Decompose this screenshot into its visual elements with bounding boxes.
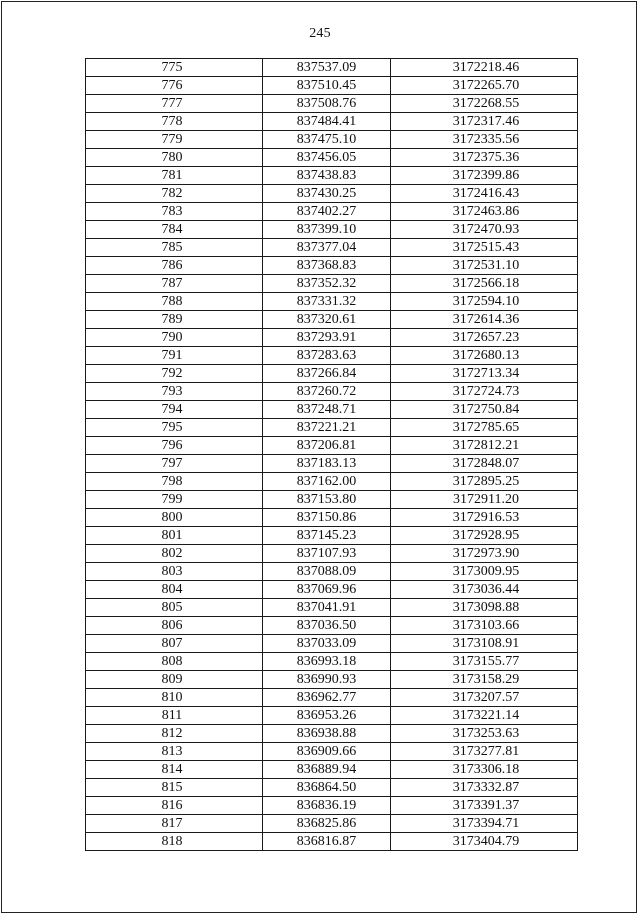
- point-number-cell: 800: [86, 509, 263, 527]
- x-coordinate-cell: 836825.86: [263, 815, 391, 833]
- x-coordinate-cell: 836864.50: [263, 779, 391, 797]
- x-coordinate-cell: 837036.50: [263, 617, 391, 635]
- point-number-cell: 779: [86, 131, 263, 149]
- y-coordinate-cell: 3173009.95: [391, 563, 578, 581]
- table-row: [86, 473, 578, 491]
- x-coordinate-cell: 837088.09: [263, 563, 391, 581]
- table-row: [86, 257, 578, 275]
- table-row: [86, 761, 578, 779]
- y-coordinate-cell: 3173098.88: [391, 599, 578, 617]
- x-coordinate-cell: 837153.80: [263, 491, 391, 509]
- x-coordinate-cell: 837206.81: [263, 437, 391, 455]
- point-number-cell: 818: [86, 833, 263, 851]
- table-row: [86, 275, 578, 293]
- point-number-cell: 785: [86, 239, 263, 257]
- point-number-cell: 809: [86, 671, 263, 689]
- x-coordinate-cell: 837456.05: [263, 149, 391, 167]
- point-number-cell: 788: [86, 293, 263, 311]
- point-number-cell: 804: [86, 581, 263, 599]
- table-row: [86, 293, 578, 311]
- y-coordinate-cell: 3173332.87: [391, 779, 578, 797]
- table-row: [86, 671, 578, 689]
- x-coordinate-cell: 837430.25: [263, 185, 391, 203]
- x-coordinate-cell: 837283.63: [263, 347, 391, 365]
- x-coordinate-cell: 837041.91: [263, 599, 391, 617]
- x-coordinate-cell: 837069.96: [263, 581, 391, 599]
- x-coordinate-cell: 836836.19: [263, 797, 391, 815]
- x-coordinate-cell: 837368.83: [263, 257, 391, 275]
- coordinates-table-body: [86, 59, 578, 851]
- table-row: [86, 167, 578, 185]
- point-number-cell: 778: [86, 113, 263, 131]
- point-number-cell: 808: [86, 653, 263, 671]
- y-coordinate-cell: 3173306.18: [391, 761, 578, 779]
- y-coordinate-cell: 3172657.23: [391, 329, 578, 347]
- point-number-cell: 783: [86, 203, 263, 221]
- table-row: [86, 221, 578, 239]
- y-coordinate-cell: 3173207.57: [391, 689, 578, 707]
- x-coordinate-cell: 837352.32: [263, 275, 391, 293]
- y-coordinate-cell: 3172416.43: [391, 185, 578, 203]
- y-coordinate-cell: 3172317.46: [391, 113, 578, 131]
- table-row: [86, 131, 578, 149]
- table-row: [86, 437, 578, 455]
- table-row: [86, 455, 578, 473]
- y-coordinate-cell: 3173277.81: [391, 743, 578, 761]
- x-coordinate-cell: 836962.77: [263, 689, 391, 707]
- coordinates-table: [85, 58, 578, 851]
- y-coordinate-cell: 3172973.90: [391, 545, 578, 563]
- point-number-cell: 797: [86, 455, 263, 473]
- table-row: [86, 581, 578, 599]
- point-number-cell: 781: [86, 167, 263, 185]
- x-coordinate-cell: 837266.84: [263, 365, 391, 383]
- y-coordinate-cell: 3172399.86: [391, 167, 578, 185]
- table-row: [86, 149, 578, 167]
- point-number-cell: 782: [86, 185, 263, 203]
- point-number-cell: 792: [86, 365, 263, 383]
- y-coordinate-cell: 3172812.21: [391, 437, 578, 455]
- table-row: [86, 833, 578, 851]
- x-coordinate-cell: 837537.09: [263, 59, 391, 77]
- y-coordinate-cell: 3173108.91: [391, 635, 578, 653]
- point-number-cell: 817: [86, 815, 263, 833]
- table-row: [86, 239, 578, 257]
- y-coordinate-cell: 3172750.84: [391, 401, 578, 419]
- point-number-cell: 784: [86, 221, 263, 239]
- y-coordinate-cell: 3172218.46: [391, 59, 578, 77]
- y-coordinate-cell: 3173391.37: [391, 797, 578, 815]
- y-coordinate-cell: 3173404.79: [391, 833, 578, 851]
- point-number-cell: 777: [86, 95, 263, 113]
- x-coordinate-cell: 836993.18: [263, 653, 391, 671]
- point-number-cell: 795: [86, 419, 263, 437]
- point-number-cell: 801: [86, 527, 263, 545]
- point-number-cell: 807: [86, 635, 263, 653]
- point-number-cell: 806: [86, 617, 263, 635]
- table-row: [86, 599, 578, 617]
- x-coordinate-cell: 837145.23: [263, 527, 391, 545]
- x-coordinate-cell: 837150.86: [263, 509, 391, 527]
- y-coordinate-cell: 3172566.18: [391, 275, 578, 293]
- table-row: [86, 383, 578, 401]
- y-coordinate-cell: 3172911.20: [391, 491, 578, 509]
- point-number-cell: 796: [86, 437, 263, 455]
- x-coordinate-cell: 837293.91: [263, 329, 391, 347]
- x-coordinate-cell: 837508.76: [263, 95, 391, 113]
- x-coordinate-cell: 836909.66: [263, 743, 391, 761]
- table-row: [86, 329, 578, 347]
- x-coordinate-cell: 837484.41: [263, 113, 391, 131]
- point-number-cell: 787: [86, 275, 263, 293]
- y-coordinate-cell: 3172928.95: [391, 527, 578, 545]
- point-number-cell: 799: [86, 491, 263, 509]
- table-row: [86, 653, 578, 671]
- point-number-cell: 794: [86, 401, 263, 419]
- x-coordinate-cell: 837438.83: [263, 167, 391, 185]
- point-number-cell: 803: [86, 563, 263, 581]
- y-coordinate-cell: 3173158.29: [391, 671, 578, 689]
- y-coordinate-cell: 3172531.10: [391, 257, 578, 275]
- table-row: [86, 707, 578, 725]
- y-coordinate-cell: 3172724.73: [391, 383, 578, 401]
- table-row: [86, 347, 578, 365]
- y-coordinate-cell: 3173155.77: [391, 653, 578, 671]
- point-number-cell: 802: [86, 545, 263, 563]
- table-row: [86, 419, 578, 437]
- y-coordinate-cell: 3172268.55: [391, 95, 578, 113]
- table-row: [86, 365, 578, 383]
- point-number-cell: 789: [86, 311, 263, 329]
- x-coordinate-cell: 837107.93: [263, 545, 391, 563]
- y-coordinate-cell: 3172335.56: [391, 131, 578, 149]
- x-coordinate-cell: 836953.26: [263, 707, 391, 725]
- y-coordinate-cell: 3172265.70: [391, 77, 578, 95]
- x-coordinate-cell: 837320.61: [263, 311, 391, 329]
- point-number-cell: 815: [86, 779, 263, 797]
- x-coordinate-cell: 836889.94: [263, 761, 391, 779]
- table-row: [86, 203, 578, 221]
- y-coordinate-cell: 3172713.34: [391, 365, 578, 383]
- x-coordinate-cell: 836938.88: [263, 725, 391, 743]
- table-row: [86, 635, 578, 653]
- x-coordinate-cell: 837162.00: [263, 473, 391, 491]
- point-number-cell: 798: [86, 473, 263, 491]
- table-row: [86, 77, 578, 95]
- table-row: [86, 797, 578, 815]
- y-coordinate-cell: 3172594.10: [391, 293, 578, 311]
- table-row: [86, 527, 578, 545]
- table-row: [86, 59, 578, 77]
- page-number: 245: [309, 26, 331, 41]
- x-coordinate-cell: 837399.10: [263, 221, 391, 239]
- y-coordinate-cell: 3172463.86: [391, 203, 578, 221]
- y-coordinate-cell: 3172470.93: [391, 221, 578, 239]
- x-coordinate-cell: 837221.21: [263, 419, 391, 437]
- table-row: [86, 185, 578, 203]
- point-number-cell: 775: [86, 59, 263, 77]
- point-number-cell: 812: [86, 725, 263, 743]
- table-row: [86, 617, 578, 635]
- y-coordinate-cell: 3172785.65: [391, 419, 578, 437]
- y-coordinate-cell: 3172375.36: [391, 149, 578, 167]
- y-coordinate-cell: 3173221.14: [391, 707, 578, 725]
- x-coordinate-cell: 836816.87: [263, 833, 391, 851]
- point-number-cell: 811: [86, 707, 263, 725]
- x-coordinate-cell: 837331.32: [263, 293, 391, 311]
- point-number-cell: 816: [86, 797, 263, 815]
- table-row: [86, 509, 578, 527]
- y-coordinate-cell: 3173394.71: [391, 815, 578, 833]
- table-row: [86, 815, 578, 833]
- x-coordinate-cell: 837510.45: [263, 77, 391, 95]
- x-coordinate-cell: 836990.93: [263, 671, 391, 689]
- point-number-cell: 805: [86, 599, 263, 617]
- y-coordinate-cell: 3172848.07: [391, 455, 578, 473]
- table-row: [86, 311, 578, 329]
- table-row: [86, 563, 578, 581]
- x-coordinate-cell: 837033.09: [263, 635, 391, 653]
- y-coordinate-cell: 3173036.44: [391, 581, 578, 599]
- x-coordinate-cell: 837402.27: [263, 203, 391, 221]
- table-row: [86, 545, 578, 563]
- point-number-cell: 786: [86, 257, 263, 275]
- x-coordinate-cell: 837260.72: [263, 383, 391, 401]
- point-number-cell: 776: [86, 77, 263, 95]
- table-row: [86, 95, 578, 113]
- x-coordinate-cell: 837475.10: [263, 131, 391, 149]
- table-row: [86, 743, 578, 761]
- table-row: [86, 689, 578, 707]
- y-coordinate-cell: 3172916.53: [391, 509, 578, 527]
- y-coordinate-cell: 3173253.63: [391, 725, 578, 743]
- x-coordinate-cell: 837248.71: [263, 401, 391, 419]
- table-row: [86, 401, 578, 419]
- point-number-cell: 813: [86, 743, 263, 761]
- x-coordinate-cell: 837183.13: [263, 455, 391, 473]
- point-number-cell: 780: [86, 149, 263, 167]
- table-row: [86, 725, 578, 743]
- point-number-cell: 810: [86, 689, 263, 707]
- x-coordinate-cell: 837377.04: [263, 239, 391, 257]
- y-coordinate-cell: 3172614.36: [391, 311, 578, 329]
- y-coordinate-cell: 3172680.13: [391, 347, 578, 365]
- y-coordinate-cell: 3173103.66: [391, 617, 578, 635]
- table-row: [86, 491, 578, 509]
- point-number-cell: 790: [86, 329, 263, 347]
- point-number-cell: 791: [86, 347, 263, 365]
- table-row: [86, 113, 578, 131]
- y-coordinate-cell: 3172895.25: [391, 473, 578, 491]
- table-row: [86, 779, 578, 797]
- point-number-cell: 793: [86, 383, 263, 401]
- y-coordinate-cell: 3172515.43: [391, 239, 578, 257]
- point-number-cell: 814: [86, 761, 263, 779]
